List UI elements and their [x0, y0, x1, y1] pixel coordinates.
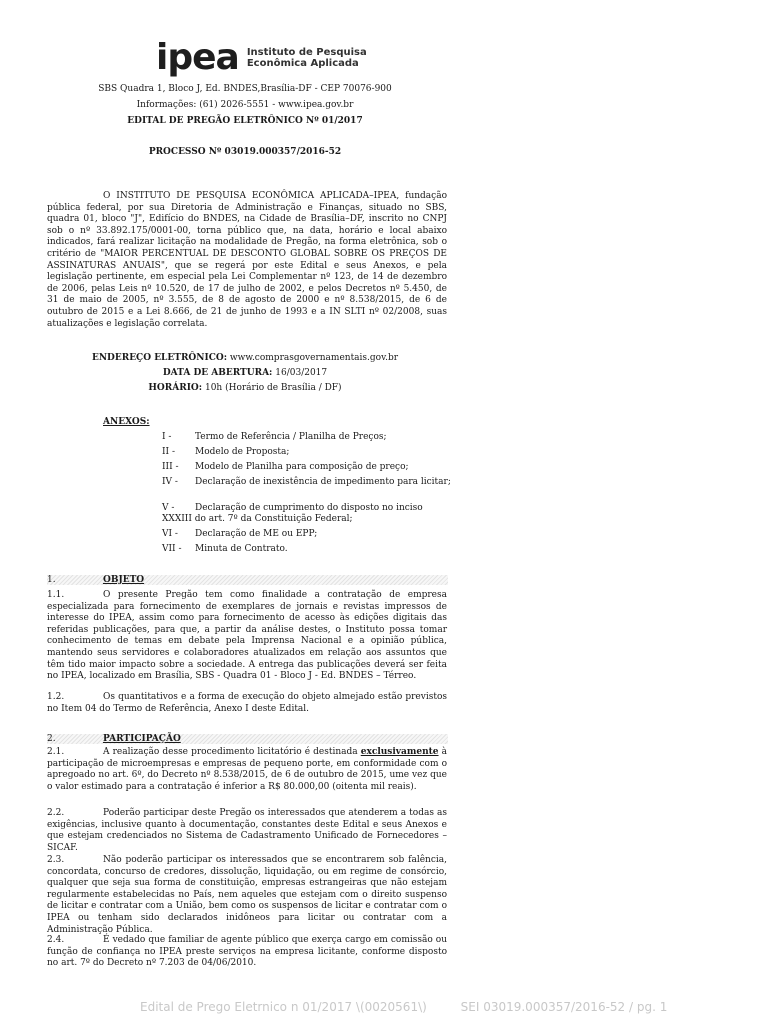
- footer-document-name: Edital de Prego Eletrnico n 01/2017 \(0020561\): [140, 1000, 427, 1014]
- section-2-item-3: 2.3. Não poderão participar os interessados que se encontrarem sob falência, concordata, concurso de credores, dissolução, liquidação, ou em regime de consórcio, qualquer que seja sua forma de constituição, empresas estrangeiras que não estejam regularmente estabelecidas no País, nem aqueles que estejam com o direito suspenso de licitar e contratar com a União, bem como os suspensos de licitar e contratar com o IPEA ou tenham sido declarados inidôneos para licitar ou contratar com a Administração Pública.: [47, 855, 447, 935]
- section-2-item-1: 2.1. A realização desse procedimento licitatório é destinada exclusivamente à participação de microempresas e empresas de pequeno porte, em conformidade com o apregoado no art. 6º, do Decreto nº 8.538/2015, de 6 de outubro de 2015, ume vez que o valor estimado para a contratação é inferior a R$ 80.000,00 (oitenta mil reais).: [47, 747, 447, 792]
- horario-line: HORÁRIO: 10h (Horário de Brasília / DF): [148, 383, 342, 393]
- data-abertura-line: DATA DE ABERTURA: 16/03/2017: [162, 368, 328, 378]
- anexo-item: VII - Minuta de Contrato.: [162, 544, 288, 554]
- section-1-heading: 1. OBJETO: [47, 575, 448, 585]
- section-1-item-2: 1.2. Os quantitativos e a forma de execução do objeto almejado estão previstos no Item 04 do Termo de Referência, Anexo I deste Edital.: [47, 692, 447, 714]
- edital-title: EDITAL DE PREGÃO ELETRÔNICO Nº 01/2017: [127, 116, 363, 126]
- ipea-logo: [156, 37, 367, 78]
- anexo-item: V - Declaração de cumprimento do disposto no inciso XXXIII do art. 7º da Constituição Federal;: [162, 503, 423, 524]
- info-line: Informações: (61) 2026-5551 - www.ipea.gov.br: [136, 100, 354, 110]
- section-1-item-1: 1.1. O presente Pregão tem como finalidade a contratação de empresa especializada para fornecimento de exemplares de jornais e revistas impressos de interesse do IPEA, assim como para fornecimento de acesso às edições digitais das referidas publicações, para que, a partir da análise destes, o Instituto possa tomar conhecimento de temas em debate pela Imprensa Nacional e a opinião pública, mantendo seus servidores e colaboradores atualizados em relação aos assuntos que têm tido maior impacto sobre a sociedade. A entrega das publicações deverá ser feita no IPEA, localizado em Brasília, SBS - Quadra 01 - Bloco J - Ed. BNDES – Térreo.: [47, 590, 447, 682]
- anexos-title: ANEXOS:: [103, 417, 150, 427]
- logo-subtitle: Instituto de Pesquisa Econômica Aplicada: [246, 47, 367, 69]
- section-2-item-4: 2.4. É vedado que familiar de agente público que exerça cargo em comissão ou função de confiança no IPEA preste serviços na empresa licitante, conforme disposto no art. 7º do Decreto nº 7.203 de 04/06/2010.: [47, 935, 447, 969]
- anexo-item: III - Modelo de Planilha para composição de preço;: [162, 462, 409, 472]
- address-line: SBS Quadra 1, Bloco J, Ed. BNDES,Brasília-DF - CEP 70076-900: [98, 84, 392, 94]
- anexo-item: I - Termo de Referência / Planilha de Preços;: [162, 432, 387, 442]
- section-2-item-2: 2.2. Poderão participar deste Pregão os interessados que atenderem a todas as exigências, inclusive quanto à documentação, constantes deste Edital e seus Anexos e que estejam credenciados no Sistema de Cadastramento Unificado de Fornecedores – SICAF.: [47, 808, 447, 853]
- section-2-heading: 2. PARTICIPAÇÃO: [47, 734, 448, 744]
- page-footer: [140, 1000, 697, 1014]
- anexo-item: IV - Declaração de inexistência de impedimento para licitar;: [162, 477, 451, 487]
- anexo-item: II - Modelo de Proposta;: [162, 447, 290, 457]
- processo-title: PROCESSO Nº 03019.000357/2016-52: [148, 147, 342, 157]
- anexo-item: VI - Declaração de ME ou EPP;: [162, 529, 318, 539]
- endereco-line: ENDEREÇO ELETRÔNICO: www.comprasgovernamentais.gov.br: [91, 353, 399, 363]
- footer-page-ref: SEI 03019.000357/2016-52 / pg. 1: [460, 1000, 668, 1014]
- intro-paragraph: O INSTITUTO DE PESQUISA ECONÔMICA APLICADA–IPEA, fundação pública federal, por sua Diretoria de Administração e Finanças, situado no SBS, quadra 01, bloco "J", Edifício do BNDES, na Cidade de Brasília–DF, inscrito no CNPJ sob o nº 33.892.175/0001-00, torna público que, na data, horário e local abaixo indicados, fará realizar licitação na modalidade de Pregão, na forma eletrônica, sob o critério de "MAIOR PERCENTUAL DE DESCONTO GLOBAL SOBRE OS PREÇOS DE ASSINATURAS ANUAIS", que se regerá por este Edital e seus Anexos, e pela legislação pertinente, em especial pela Lei Complementar nº 123, de 14 de dezembro de 2006, pelas Leis nº 10.520, de 17 de julho de 2002, e pelos Decretos nº 5.450, de 31 de maio de 2005, nº 3.555, de 8 de agosto de 2000 e nº 8.538/2015, de 6 de outubro de 2015 e a Lei 8.666, de 21 de junho de 1993 e a IN SLTI nº 02/2008, suas atualizações e legislação correlata.: [47, 191, 447, 329]
- logo-word: ipea: [156, 37, 239, 78]
